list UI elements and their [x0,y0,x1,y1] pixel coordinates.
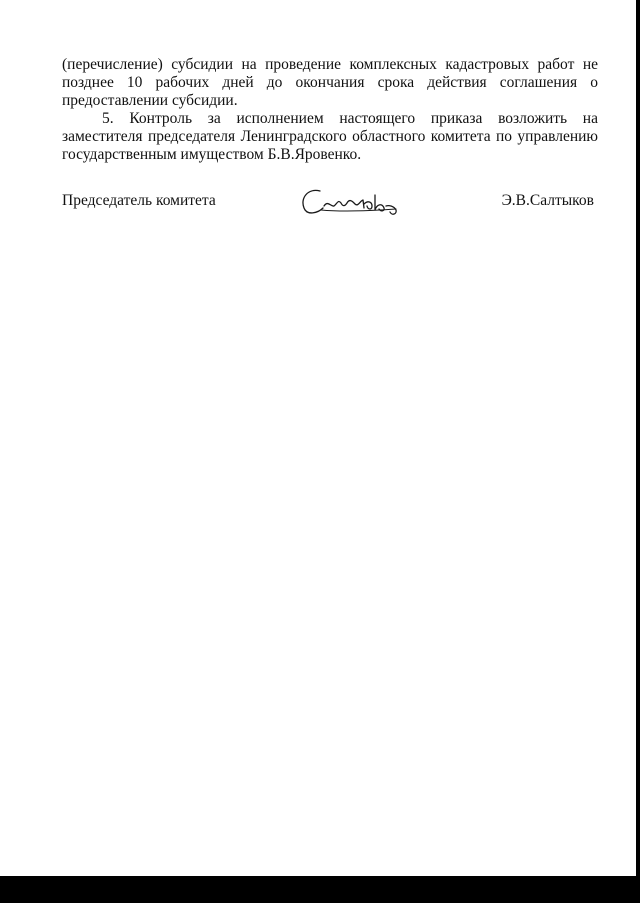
paragraph-line: государственным имуществом Б.В.Яровенко. [62,146,362,163]
scan-edge-right [636,0,640,876]
paragraph-line: позднее 10 рабочих дней до окончания срока действия соглашения о [62,74,598,91]
paragraph-line: (перечисление) субсидии на проведение комплексных кадастровых работ не [62,56,598,73]
paragraph-subsidy-transfer [62,56,598,110]
handwritten-signature [298,186,404,220]
paragraph-line: 5. Контроль за исполнением настоящего приказа возложить на [102,110,598,127]
signatory-name: Э.В.Салтыков [501,192,594,209]
signature-block [62,186,598,216]
scan-edge-bottom [0,876,640,903]
paragraph-control-clause [62,110,598,164]
signatory-title: Председатель комитета [62,192,216,209]
paragraph-line: предоставлении субсидии. [62,92,238,109]
paragraph-line: заместителя председателя Ленинградского областного комитета по управлению [62,128,598,145]
